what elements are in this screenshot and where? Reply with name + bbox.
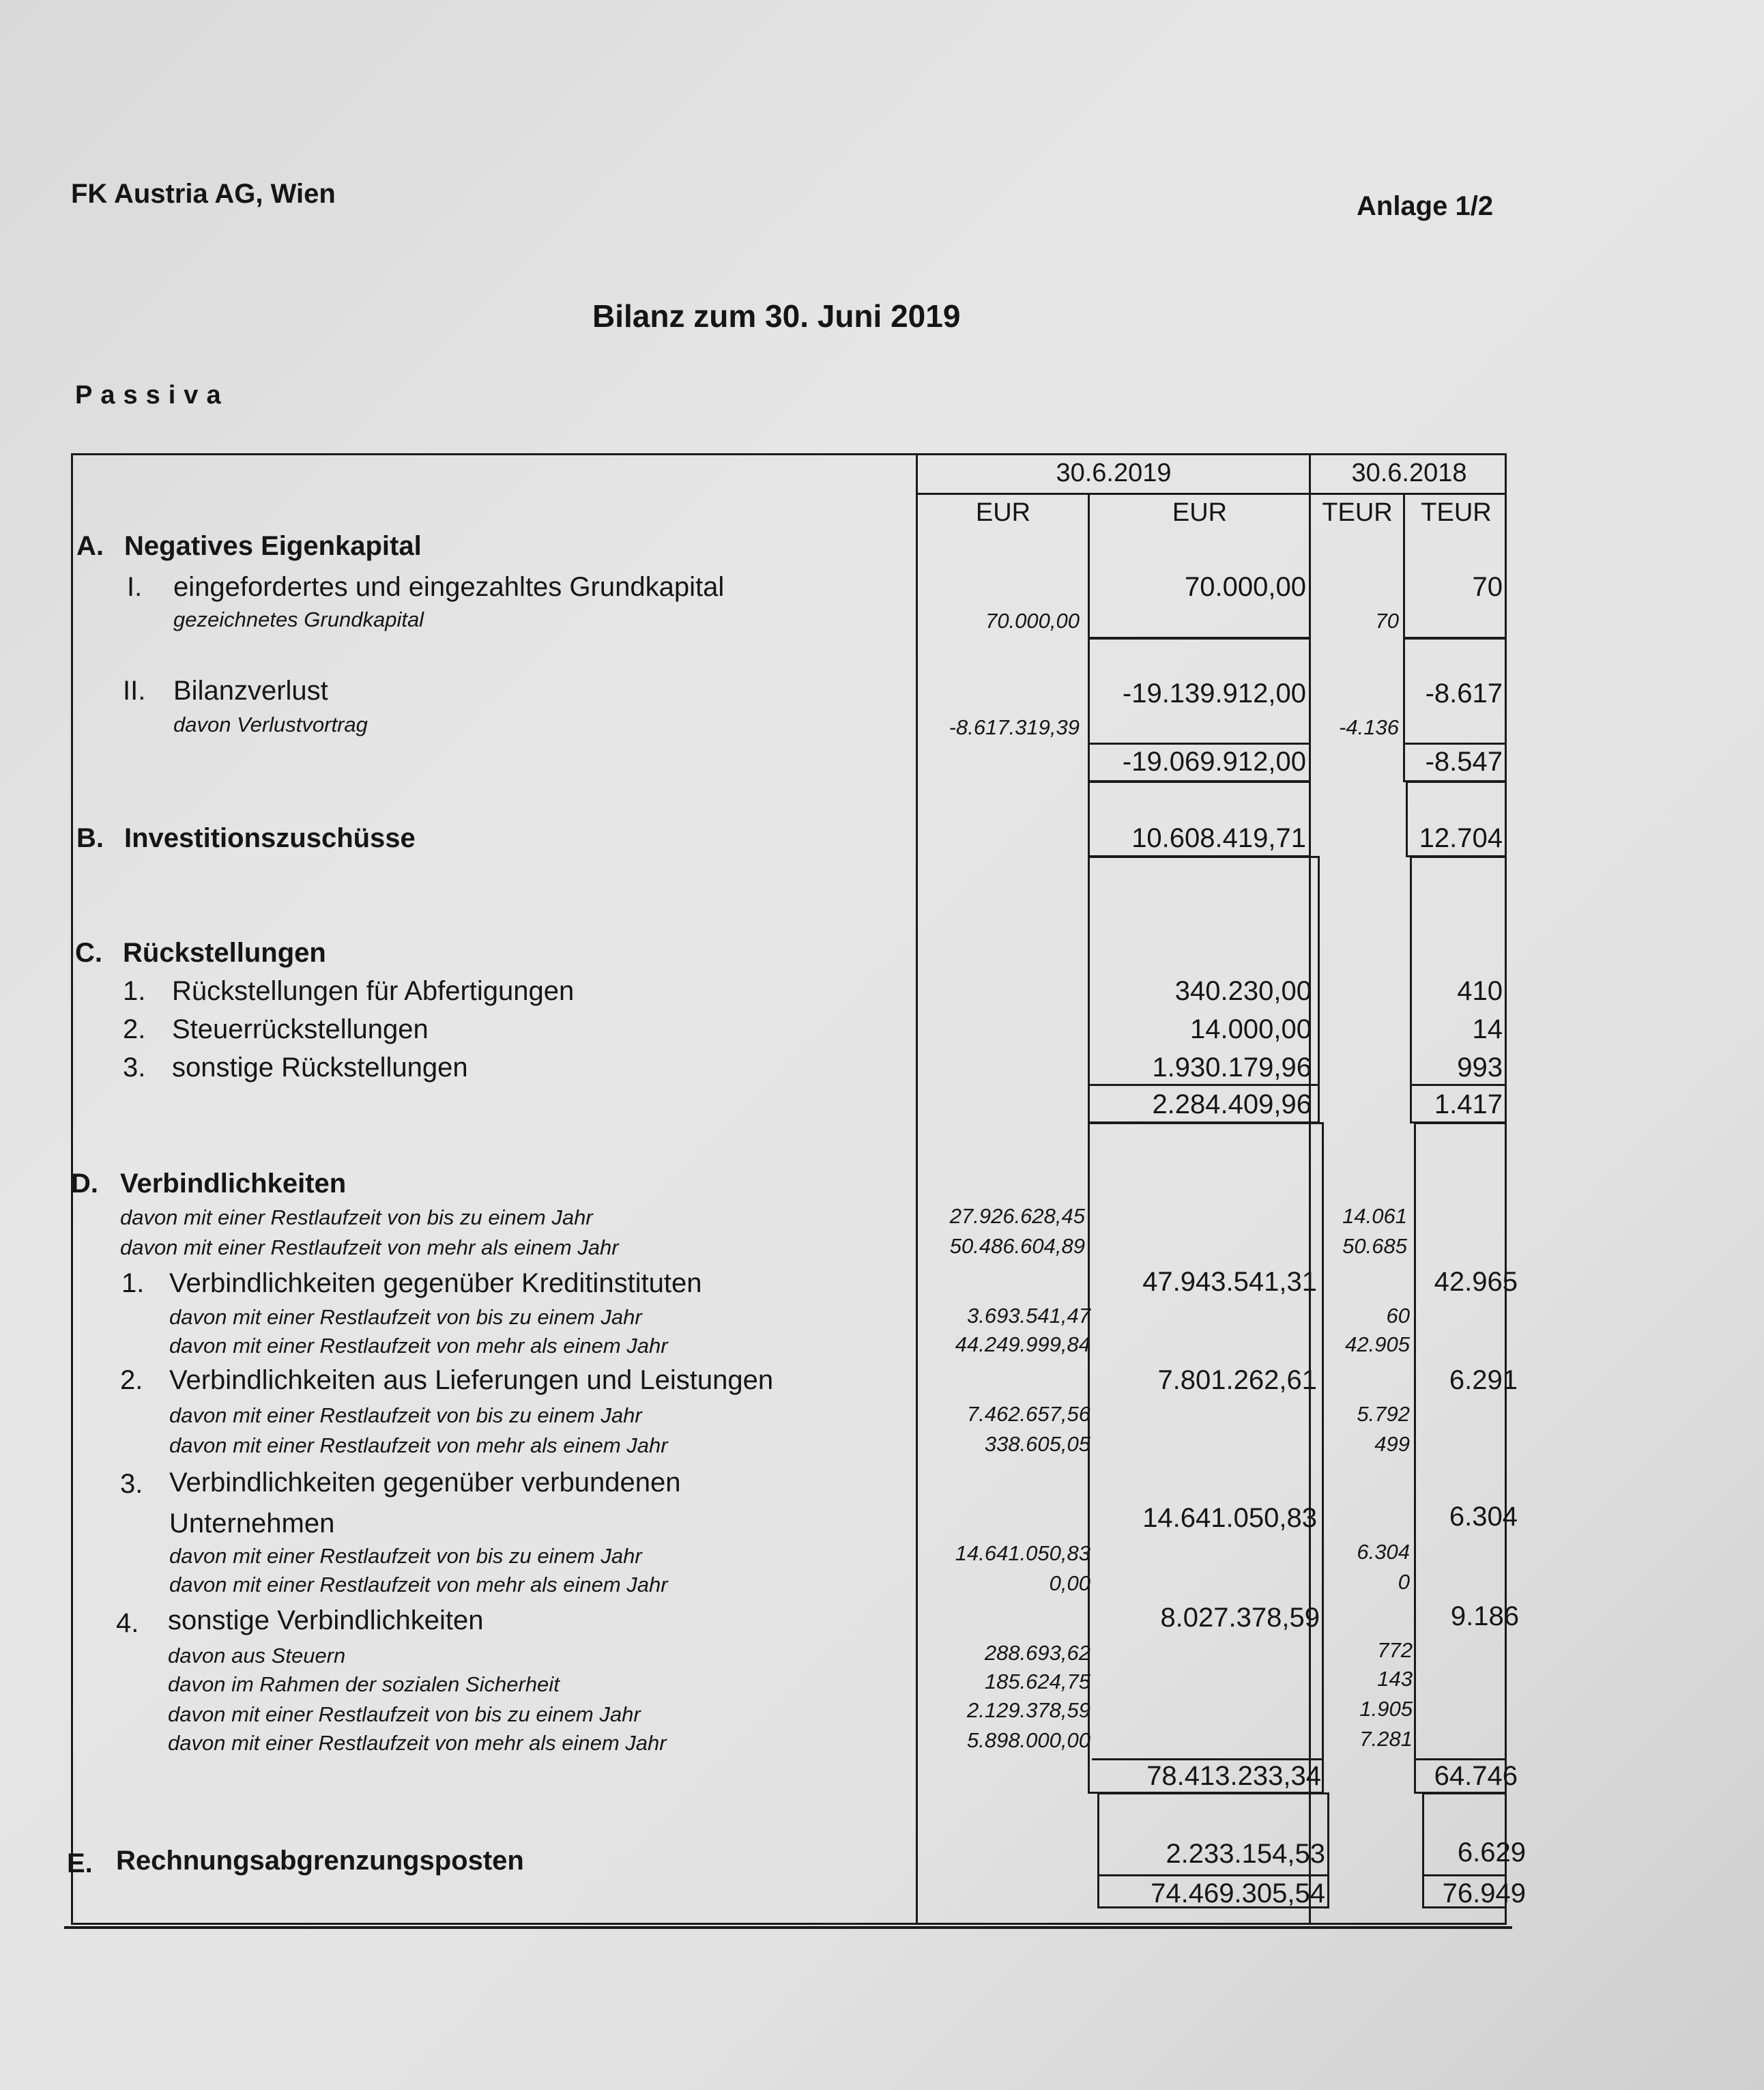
d-item-4-sub-3-prior: 1.905 <box>1359 1697 1413 1721</box>
a-i-sub-label: gezeichnetes Grundkapital <box>173 607 424 631</box>
d-item-2-label: Verbindlichkeiten aus Lieferungen und Leistungen <box>169 1365 774 1395</box>
d-item-2-prior: 6.291 <box>1449 1365 1518 1395</box>
section-b-letter: B. <box>76 823 104 853</box>
header-teur-detail: TEUR <box>1322 498 1393 527</box>
d-sub-2-value: 50.486.604,89 <box>949 1234 1085 1258</box>
c-item-3-prior: 993 <box>1457 1053 1503 1083</box>
d-item-4-label: sonstige Verbindlichkeiten <box>168 1605 484 1635</box>
header-eur-total: EUR <box>1172 498 1228 527</box>
box-d <box>1088 1122 1324 1794</box>
a-ii-sub-prior: -4.136 <box>1339 715 1399 739</box>
d-item-4-value: 8.027.378,59 <box>1160 1603 1320 1633</box>
d-item-4-sub-3-value: 2.129.378,59 <box>966 1698 1090 1722</box>
d-total-prior: 64.746 <box>1434 1761 1518 1791</box>
c-item-2-value: 14.000,00 <box>1190 1014 1312 1044</box>
d-item-4-sub-2-value: 185.624,75 <box>984 1670 1090 1693</box>
d-item-3-sub-2-value: 0,00 <box>1049 1571 1090 1595</box>
section-d-letter: D. <box>71 1169 98 1199</box>
d-item-1-number: 1. <box>121 1268 145 1298</box>
d-total: 78.413.233,34 <box>1146 1761 1321 1791</box>
attachment-label: Anlage 1/2 <box>1357 191 1494 221</box>
grand-total: 74.469.305,54 <box>1151 1878 1325 1908</box>
a-ii-label: Bilanzverlust <box>173 676 328 706</box>
d-item-4-sub-1-value: 288.693,62 <box>984 1641 1090 1665</box>
d-item-4-sub-1-label: davon aus Steuern <box>168 1644 346 1667</box>
a-i-sub-prior: 70 <box>1375 609 1399 633</box>
d-item-1-label: Verbindlichkeiten gegenüber Kreditinstituten <box>169 1268 702 1298</box>
a-total-prior: -8.547 <box>1425 747 1503 777</box>
d-item-4-sub-1-prior: 772 <box>1377 1638 1413 1662</box>
d-item-2-number: 2. <box>120 1365 143 1395</box>
c-item-2-prior: 14 <box>1472 1014 1503 1044</box>
d-item-2-sub-2-value: 338.605,05 <box>984 1432 1090 1456</box>
d-item-1-sub-2-value: 44.249.999,84 <box>955 1332 1090 1356</box>
header-eur-detail: EUR <box>975 498 1031 527</box>
d-item-1-sub-1-prior: 60 <box>1386 1304 1410 1328</box>
d-item-3-value: 14.641.050,83 <box>1142 1503 1317 1533</box>
header-date-prior: 30.6.2018 <box>1351 459 1467 487</box>
d-item-1-sub-2-label: davon mit einer Restlaufzeit von mehr als einem Jahr <box>169 1334 668 1358</box>
company-name: FK Austria AG, Wien <box>71 179 336 209</box>
d-item-2-sub-1-label: davon mit einer Restlaufzeit von bis zu einem Jahr <box>169 1403 642 1427</box>
d-item-4-prior: 9.186 <box>1450 1601 1519 1631</box>
a-i-number: I. <box>127 572 143 602</box>
box-a-i-prior <box>1403 493 1507 639</box>
d-item-4-sub-3-label: davon mit einer Restlaufzeit von bis zu einem Jahr <box>168 1702 641 1726</box>
rule-d-total <box>1092 1758 1324 1760</box>
a-ii-sub-value: -8.617.319,39 <box>949 715 1080 739</box>
d-item-2-sub-1-value: 7.462.657,56 <box>966 1402 1090 1426</box>
balance-side-label: Passiva <box>75 381 229 410</box>
section-a-title: Negatives Eigenkapital <box>124 531 422 561</box>
d-sub-1-label: davon mit einer Restlaufzeit von bis zu einem Jahr <box>120 1205 593 1229</box>
box-a-i <box>1088 493 1311 639</box>
a-ii-prior: -8.617 <box>1425 678 1503 708</box>
section-e-title: Rechnungsabgrenzungsposten <box>116 1846 524 1876</box>
a-total: -19.069.912,00 <box>1122 747 1306 777</box>
header-date-current: 30.6.2019 <box>1056 459 1172 487</box>
d-sub-1-prior: 14.061 <box>1342 1204 1407 1228</box>
d-item-4-sub-4-value: 5.898.000,00 <box>966 1728 1090 1752</box>
e-value: 2.233.154,53 <box>1166 1839 1325 1869</box>
d-item-4-sub-4-prior: 7.281 <box>1359 1727 1413 1751</box>
d-item-2-sub-2-prior: 499 <box>1374 1432 1410 1456</box>
c-item-3-label: sonstige Rückstellungen <box>172 1053 468 1083</box>
b-value: 10.608.419,71 <box>1131 823 1306 853</box>
col-divider-label <box>916 453 918 1925</box>
a-i-sub-value: 70.000,00 <box>985 609 1080 633</box>
d-item-3-sub-1-prior: 6.304 <box>1357 1540 1410 1564</box>
b-prior: 12.704 <box>1419 823 1503 853</box>
rule-c-total-prior <box>1410 1084 1507 1086</box>
d-item-3-prior: 6.304 <box>1449 1502 1518 1532</box>
a-ii-value: -19.139.912,00 <box>1122 678 1306 708</box>
d-item-2-sub-2-label: davon mit einer Restlaufzeit von mehr als einem Jahr <box>169 1433 668 1457</box>
d-item-4-number: 4. <box>116 1608 139 1638</box>
d-item-2-value: 7.801.262,61 <box>1157 1365 1317 1395</box>
d-item-3-sub-2-prior: 0 <box>1398 1570 1410 1594</box>
d-item-4-sub-4-label: davon mit einer Restlaufzeit von mehr als einem Jahr <box>168 1731 667 1755</box>
rule-c-total <box>1088 1084 1320 1086</box>
d-item-3-sub-2-label: davon mit einer Restlaufzeit von mehr als einem Jahr <box>169 1573 668 1597</box>
d-item-1-sub-2-prior: 42.905 <box>1345 1332 1410 1356</box>
e-prior: 6.629 <box>1457 1837 1526 1867</box>
c-item-2-number: 2. <box>123 1014 146 1044</box>
d-item-3-label-line-2: Unternehmen <box>169 1508 335 1538</box>
d-sub-2-label: davon mit einer Restlaufzeit von mehr als einem Jahr <box>120 1235 619 1259</box>
d-item-3-sub-1-value: 14.641.050,83 <box>955 1541 1090 1565</box>
section-b-title: Investitionszuschüsse <box>124 823 416 853</box>
a-i-label: eingefordertes und eingezahltes Grundkapital <box>173 572 725 602</box>
table-bottom-rule <box>64 1926 1512 1929</box>
c-total-prior: 1.417 <box>1434 1089 1503 1119</box>
a-i-value: 70.000,00 <box>1185 572 1306 602</box>
header-teur-total: TEUR <box>1421 498 1492 527</box>
rule-grand-total <box>1097 1874 1329 1876</box>
section-d-title: Verbindlichkeiten <box>120 1169 347 1199</box>
d-item-4-sub-2-prior: 143 <box>1377 1667 1413 1691</box>
a-ii-sub-label: davon Verlustvortrag <box>173 713 368 736</box>
grand-total-prior: 76.949 <box>1442 1878 1526 1908</box>
c-item-3-number: 3. <box>123 1053 146 1083</box>
section-c-title: Rückstellungen <box>123 938 326 968</box>
rule-a-total <box>1088 743 1311 745</box>
c-item-3-value: 1.930.179,96 <box>1152 1053 1312 1083</box>
d-sub-2-prior: 50.685 <box>1342 1234 1407 1258</box>
c-item-1-value: 340.230,00 <box>1174 976 1312 1006</box>
d-item-2-sub-1-prior: 5.792 <box>1357 1402 1410 1426</box>
c-item-1-number: 1. <box>123 976 146 1006</box>
d-item-3-label-line-1: Verbindlichkeiten gegenüber verbundenen <box>169 1468 681 1498</box>
d-item-1-sub-1-label: davon mit einer Restlaufzeit von bis zu einem Jahr <box>169 1305 642 1329</box>
section-a-letter: A. <box>76 531 104 561</box>
box-d-prior <box>1414 1122 1507 1794</box>
rule-d-total-prior <box>1414 1758 1507 1760</box>
c-item-2-label: Steuerrückstellungen <box>172 1014 429 1044</box>
section-e-letter: E. <box>67 1848 93 1878</box>
a-i-prior: 70 <box>1472 572 1503 602</box>
page-title: Bilanz zum 30. Juni 2019 <box>592 298 961 334</box>
d-item-1-sub-1-value: 3.693.541,47 <box>966 1304 1090 1328</box>
d-item-1-prior: 42.965 <box>1434 1267 1518 1297</box>
c-total: 2.284.409,96 <box>1152 1089 1312 1119</box>
rule-a-total-prior <box>1403 743 1507 745</box>
d-item-3-number: 3. <box>120 1469 143 1499</box>
c-item-1-prior: 410 <box>1457 976 1503 1006</box>
section-c-letter: C. <box>75 938 102 968</box>
d-sub-1-value: 27.926.628,45 <box>949 1204 1085 1228</box>
c-item-1-label: Rückstellungen für Abfertigungen <box>172 976 575 1006</box>
d-item-3-sub-1-label: davon mit einer Restlaufzeit von bis zu einem Jahr <box>169 1544 642 1568</box>
rule-grand-total-prior <box>1422 1874 1507 1876</box>
a-ii-number: II. <box>123 676 146 706</box>
d-item-1-value: 47.943.541,31 <box>1142 1267 1317 1297</box>
d-item-4-sub-2-label: davon im Rahmen der sozialen Sicherheit <box>168 1672 560 1696</box>
